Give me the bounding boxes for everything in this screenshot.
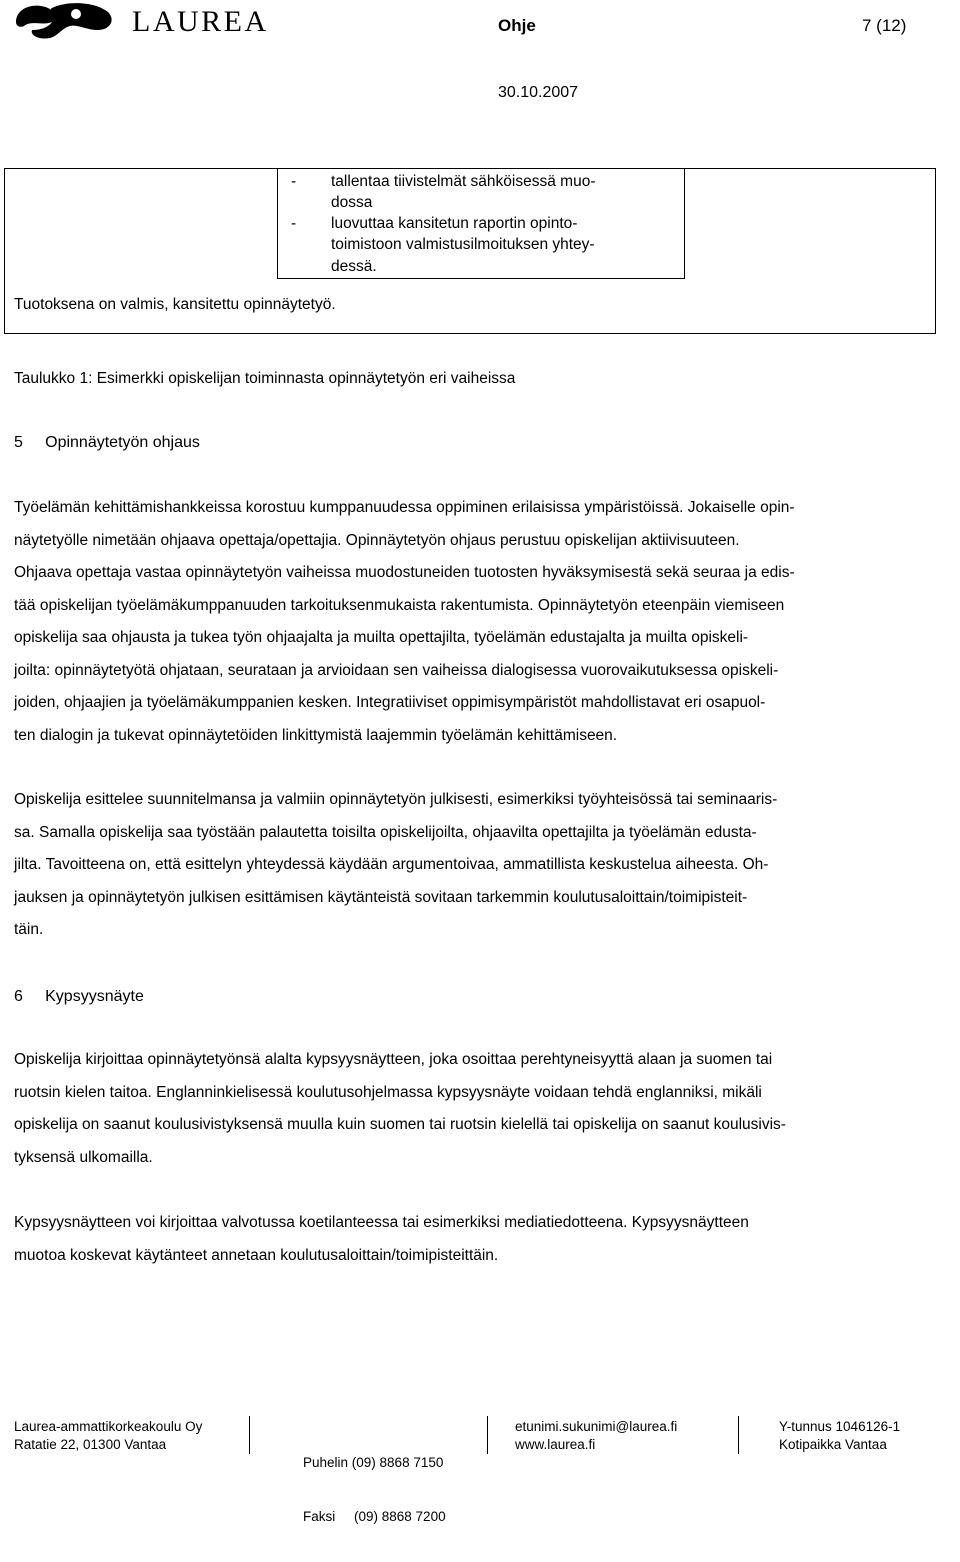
- text-line: ruotsin kielen taitoa. Englanninkielisessä koulutusohjelmassa kypsyysnäyte voidaan tehdä englanniksi, mikäli: [14, 1083, 762, 1101]
- footer-website-link[interactable]: www.laurea.fi: [515, 1437, 596, 1452]
- section6-paragraph-1: [14, 1044, 944, 1174]
- bullet-dash: -: [291, 215, 297, 232]
- footer-phone: [303, 1418, 446, 1562]
- footer-company: [14, 1418, 202, 1454]
- laurea-emblem-icon: [12, 0, 122, 46]
- footer-line: Puhelin (09) 8868 7150: [303, 1455, 444, 1470]
- text-line: ten dialogin ja tukevat opinnäytetöiden linkittymistä laajemmin työelämän kehittämiseen.: [14, 726, 618, 744]
- section6-paragraph-2: [14, 1207, 944, 1272]
- bullet-dash: -: [291, 173, 297, 190]
- text-line: Ohjaava opettaja vastaa opinnäytetyön vaiheissa muodostuneiden tuotosten hyväksymisestä sekä seuraa ja edis-: [14, 564, 795, 581]
- footer-email-link[interactable]: etunimi.sukunimi@laurea.fi: [515, 1419, 678, 1434]
- page-number: 7 (12): [862, 16, 907, 35]
- text-line: sa. Samalla opiskelija saa työstään palautetta toisilta opiskelijoilta, ohjaavilta opettajilta ja työelämän edusta-: [14, 823, 757, 841]
- section-heading-6: 6 Kypsyysnäyte: [14, 988, 144, 1005]
- section5-paragraph-1: [14, 492, 944, 752]
- text-line: tää opiskelijan työelämäkumppanuuden tarkoituksenmukaista rakentumista. Opinnäytetyön eteenpäin viemiseen: [14, 596, 785, 614]
- bullet-line: dessä.: [331, 258, 377, 275]
- footer-line: Ratatie 22, 01300 Vantaa: [14, 1437, 167, 1452]
- document-type: Ohje: [498, 16, 536, 35]
- text-line: muotoa koskevat käytänteet annetaan koulutusaloittain/toimipisteittäin.: [14, 1246, 499, 1264]
- footer-divider: [738, 1416, 739, 1454]
- document-date: 30.10.2007: [498, 84, 579, 101]
- logo-wordmark: LAUREA: [132, 5, 269, 38]
- text-line: tyksensä ulkomailla.: [14, 1148, 153, 1166]
- text-line: opiskelija saa ohjausta ja tukea työn ohjaajalta ja muilta opettajilta, työelämän edustajalta ja muilta opiskeli-: [14, 629, 749, 646]
- text-line: Opiskelija kirjoittaa opinnäytetyönsä alalta kypsyysnäytteen, joka osoittaa perehtyneisyyttä alaan ja suomen tai: [14, 1051, 773, 1068]
- bullet-line: toimistoon valmistusilmoituksen yhtey-: [331, 236, 595, 253]
- footer-line: Kotipaikka Vantaa: [779, 1437, 887, 1452]
- footer-divider: [249, 1416, 250, 1454]
- footer-line: Y-tunnus 1046126-1: [779, 1419, 901, 1434]
- table-caption: Taulukko 1: Esimerkki opiskelijan toiminnasta opinnäytetyön eri vaiheissa: [14, 370, 516, 387]
- text-line: täin.: [14, 921, 44, 938]
- bullet-line: tallentaa tiivistelmät sähköisessä muo-: [331, 173, 596, 190]
- text-line: joilta: opinnäytetyötä ohjataan, seurataan ja arvioidaan sen vaiheissa dialogisessa vuorovaikutuksessa opiskeli-: [14, 661, 779, 679]
- text-line: Kypsyysnäytteen voi kirjoittaa valvotussa koetilanteessa tai esimerkiksi mediatiedotteena. Kypsyysnäytteen: [14, 1214, 749, 1231]
- text-line: jilta. Tavoitteena on, että esittelyn yhteydessä käydään argumentoivaa, ammatillista keskustelua aiheesta. Oh-: [14, 856, 769, 873]
- section5-paragraph-2: [14, 784, 944, 947]
- footer-business-id: [779, 1418, 900, 1454]
- text-line: joiden, ohjaajien ja työelämäkumppanien kesken. Integratiiviset oppimisympäristöt mahdollistavat eri osapuol-: [14, 694, 766, 711]
- bullet-line: dossa: [331, 194, 373, 211]
- text-line: Opiskelija esittelee suunnitelmansa ja valmiin opinnäytetyön julkisesti, esimerkiksi työyhteisössä tai seminaaris-: [14, 791, 778, 808]
- footer-divider: [487, 1416, 488, 1454]
- footer-web: [515, 1418, 677, 1454]
- text-line: Työelämän kehittämishankkeissa korostuu kumppanuudessa oppiminen erilaisissa ympäristöissä. Jokaiselle opin-: [14, 499, 795, 516]
- page-footer: [0, 1412, 960, 1524]
- text-line: näytetyölle nimetään ohjaava opettaja/opettajia. Opinnäytetyön ohjaus perustuu opiskelijan aktiivisuuteen.: [14, 531, 740, 549]
- footer-line: Laurea-ammattikorkeakoulu Oy: [14, 1419, 203, 1434]
- text-line: opiskelija on saanut koulusivistyksensä muulla kuin suomen tai ruotsin kielellä tai opiskelija on saanut koulusivis-: [14, 1116, 786, 1133]
- bullet-line: luovuttaa kansitetun raportin opinto-: [331, 215, 578, 232]
- text-line: jauksen ja opinnäytetyön julkisen esittämisen käytänteistä sovitaan tarkemmin koulutusaloittain/toimipisteit-: [14, 888, 748, 906]
- footer-line: Faksi (09) 8868 7200: [303, 1509, 446, 1524]
- table-outcome-text: Tuotoksena on valmis, kansitettu opinnäytetyö.: [14, 296, 336, 313]
- section-heading-5: 5 Opinnäytetyön ohjaus: [14, 434, 200, 451]
- laurea-logo: [12, 0, 272, 46]
